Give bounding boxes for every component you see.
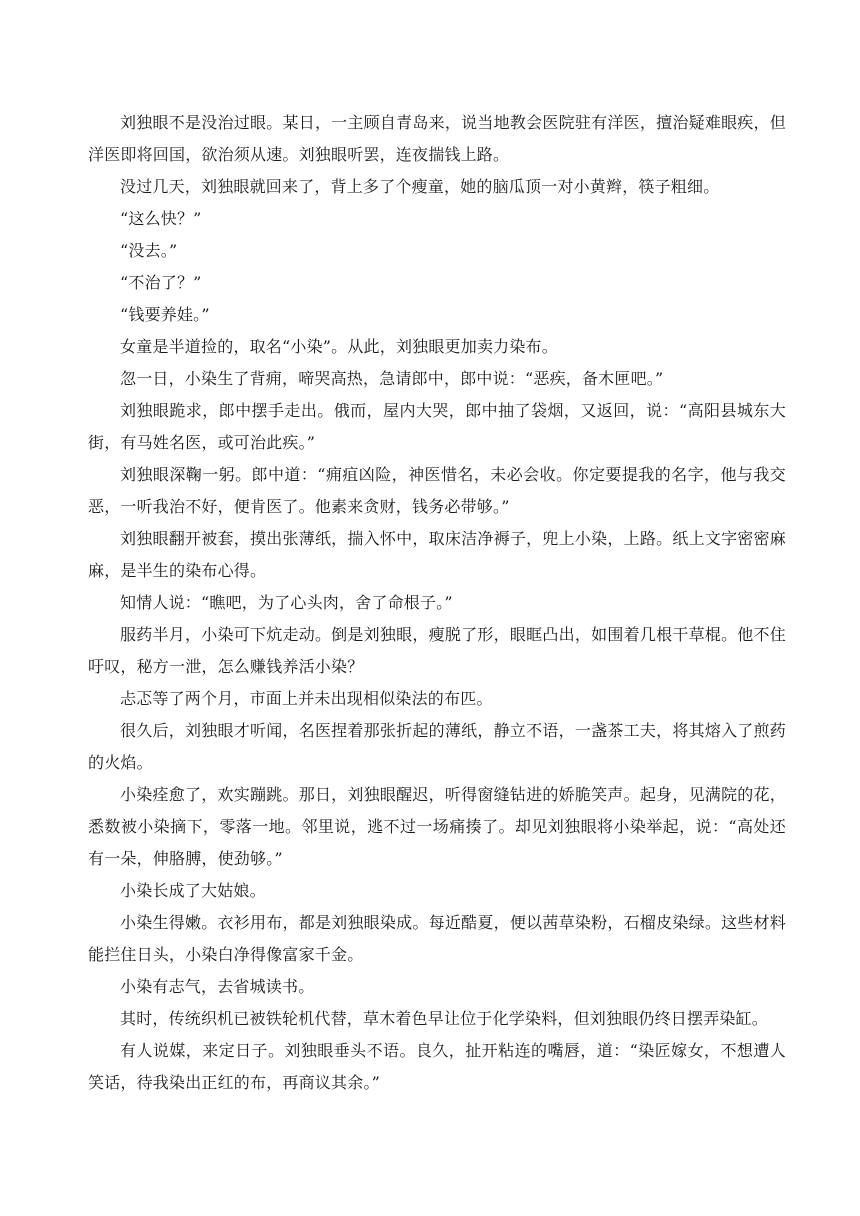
paragraph: 刘独眼跪求，郎中摆手走出。俄而，屋内大哭，郎中抽了袋烟，又返回，说：“高阳县城东大街，有马姓名医，或可治此疾。” <box>88 401 786 452</box>
paragraph: 忽一日，小染生了背痈，啼哭高热，急请郎中，郎中说：“恶疾，备木匣吧。” <box>120 369 664 388</box>
paragraph: “钱要养娃。” <box>120 305 210 324</box>
story-body <box>88 107 786 1099</box>
paragraph: 小染长成了大姑娘。 <box>120 881 266 900</box>
paragraph: 其时，传统织机已被铁轮机代替，草木着色早让位于化学染料，但刘独眼仍终日摆弄染缸。 <box>120 1009 769 1028</box>
paragraph: 知情人说：“瞧吧，为了心头肉，舍了命根子。” <box>120 593 453 612</box>
paragraph: “没去。” <box>120 241 178 260</box>
paragraph: 刘独眼不是没治过眼。某日，一主顾自青岛来，说当地教会医院驻有洋医，擅治疑难眼疾，但洋医即将回国，欲治须从速。刘独眼听罢，连夜揣钱上路。 <box>88 113 786 164</box>
paragraph: “这么快？” <box>120 209 202 228</box>
paragraph: 服药半月，小染可下炕走动。倒是刘独眼，瘦脱了形，眼眶凸出，如围着几根干草棍。他不住吁叹，秘方一泄，怎么赚钱养活小染？ <box>88 625 786 676</box>
paragraph: 刘独眼翻开被套，摸出张薄纸，揣入怀中，取床洁净褥子，兜上小染，上路。纸上文字密密麻麻，是半生的染布心得。 <box>88 529 786 580</box>
paragraph: 忐忑等了两个月，市面上并未出现相似染法的布匹。 <box>120 689 493 708</box>
paragraph: 小染有志气，去省城读书。 <box>120 977 315 996</box>
paragraph: 女童是半道捡的，取名“小染”。从此，刘独眼更加卖力染布。 <box>120 337 558 356</box>
paragraph: 刘独眼深鞠一躬。郎中道：“痈疽凶险，神医惜名，未必会收。你定要提我的名字，他与我交恶，一听我治不好，便肯医了。他素来贪财，钱务必带够。” <box>88 465 786 516</box>
paragraph: 小染痊愈了，欢实蹦跳。那日，刘独眼醒迟，听得窗缝钻进的娇脆笑声。起身，见满院的花，悉数被小染摘下，零落一地。邻里说，逃不过一场痛揍了。却见刘独眼将小染举起，说：“高处还有一朵，伸胳膊，使劲够。” <box>88 785 786 868</box>
paragraph: 很久后，刘独眼才听闻，名医捏着那张折起的薄纸，静立不语，一盏茶工夫，将其熔入了煎药的火焰。 <box>88 721 786 772</box>
paragraph: 没过几天，刘独眼就回来了，背上多了个瘦童，她的脑瓜顶一对小黄辫，筷子粗细。 <box>120 177 720 196</box>
paragraph: 有人说媒，来定日子。刘独眼垂头不语。良久，扯开粘连的嘴唇，道：“染匠嫁女，不想遭人笑话，待我染出正红的布，再商议其余。” <box>88 1041 786 1092</box>
paragraph: 小染生得嫩。衣衫用布，都是刘独眼染成。每近酷夏，便以茜草染粉，石榴皮染绿。这些材料能拦住日头，小染白净得像富家千金。 <box>88 913 786 964</box>
paragraph: “不治了？” <box>120 273 202 292</box>
